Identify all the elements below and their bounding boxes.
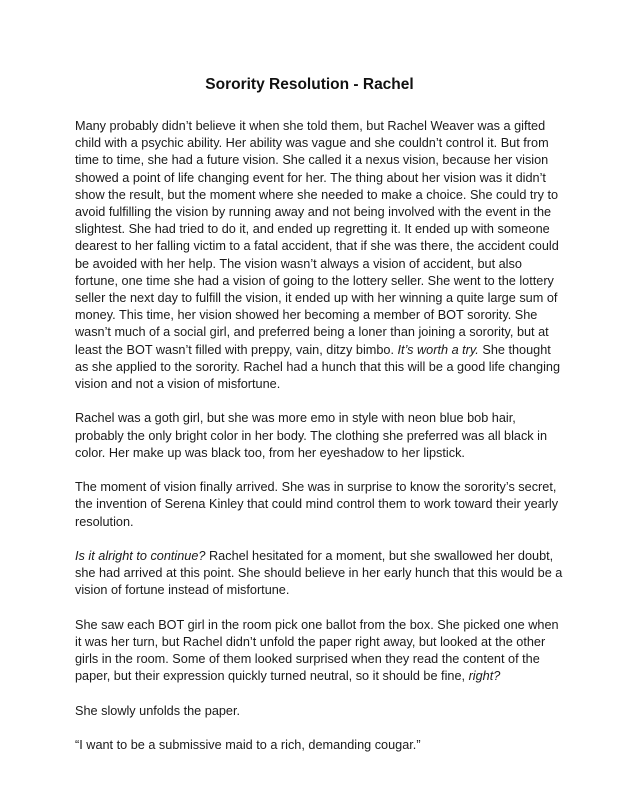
paragraph-1-text-a: Many probably didn’t believe it when she told them, but Rachel Weaver was a gifted child with a psychic ability. Her ability was vague and she couldn’t control it. But from time to time, she had a future vision. She called it a nexus vision, because her vision showed a point of life changing event for her. The thing about her vision was it didn’t show the result, but the moment where she needed to make a choice. She could try to avoid fulfilling the vision by running away and not being involved with the event in the slightest. She had tried to do it, and ended up regretting it. It ended up with someone dearest to her falling victim to a fatal accident, that if she was there, the accident could be avoided with her help. The vision wasn’t always a vision of accident, but also fortune, one time she had a vision of going to the lottery seller. She went to the lottery seller the next day to fulfill the vision, it ended up with her winning a quite large sum of money. This time, her vision showed her becoming a member of BOT sorority. She wasn’t much of a social girl, and preferred being a loner than joining a sorority, but at least the BOT wasn’t filled with preppy, vain, ditzy bimbo.	[75, 119, 559, 357]
paragraph-1-text-b: She thought as she applied to the sorority. Rachel had a hunch that this will be a good life changing vision and not a vision of misfortune.	[75, 342, 561, 392]
paragraph-4-text: Rachel hesitated for a moment, but she swallowed her doubt, she had arrived at this point. She should believe in her early hunch that this would be a vision of fortune instead of misfortune.	[75, 549, 563, 598]
paragraph-6: She slowly unfolds the paper.	[75, 703, 241, 718]
paragraph-7-quote: “I want to be a submissive maid to a rich, demanding cougar.”	[75, 738, 421, 753]
paragraph-5-italic-word: right?	[468, 669, 501, 684]
paragraph-5-text: She saw each BOT girl in the room pick one ballot from the box. She picked one when it was her turn, but Rachel didn’t unfold the paper right away, but looked at the other girls in the room. Some of them looked surprised when they read the content of the paper, but their expression quickly turned neutral, so it should be fine,	[75, 617, 559, 684]
paragraph-5	[75, 617, 567, 686]
paragraph-1-italic-thought: It’s worth a try.	[397, 342, 479, 357]
paragraph-4-italic-thought: Is it alright to continue?	[75, 549, 206, 564]
paragraph-3: The moment of vision finally arrived. She was in surprise to know the sorority’s secret, the invention of Serena Kinley that could mind control them to work toward their yearly resolution.	[75, 480, 559, 529]
paragraph-4	[75, 548, 567, 600]
document-title: Sorority Resolution - Rachel	[205, 76, 414, 93]
document-body	[75, 118, 567, 772]
paragraph-2: Rachel was a goth girl, but she was more emo in style with neon blue bob hair, probably the only bright color in her body. The clothing she preferred was all black in color. Her make up was black too, from her eyeshadow to her lipstick.	[75, 411, 548, 460]
paragraph-1	[75, 118, 567, 393]
